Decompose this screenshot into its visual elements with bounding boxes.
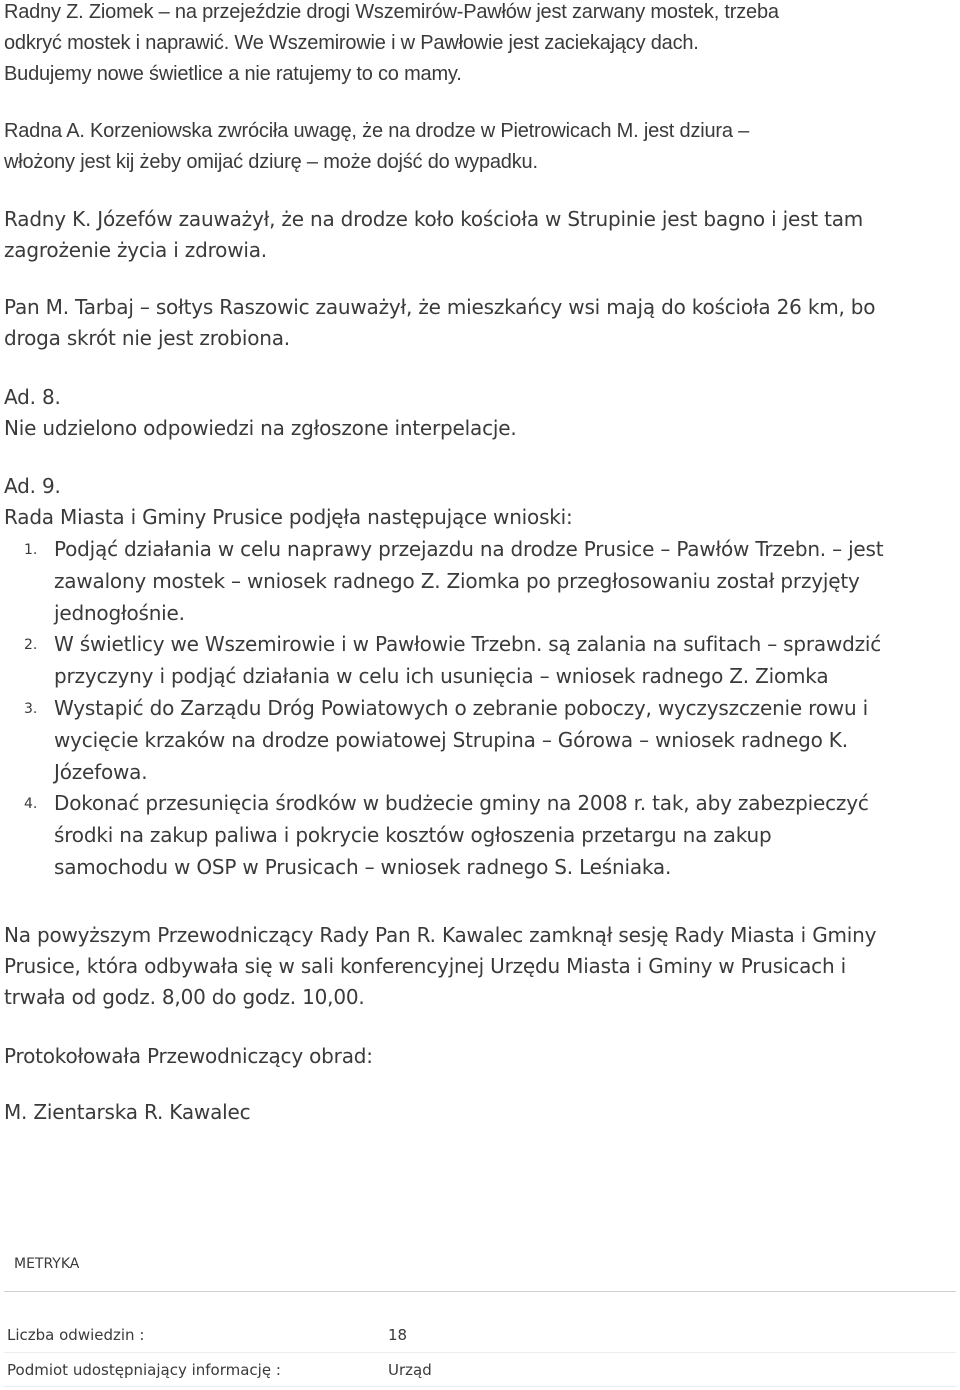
- text-line: Radny Z. Ziomek – na przejeździe drogi Wszemirów-Pawłów jest zarwany mostek, trzeba: [4, 1, 779, 23]
- metryka-divider: [4, 1291, 956, 1292]
- text-line: jednogłośnie.: [54, 601, 185, 625]
- section-ad9: [4, 471, 573, 533]
- text-line: Wystapić do Zarządu Dróg Powiatowych o zebranie poboczy, wyczyszczenie rowu i: [54, 696, 868, 720]
- text-line: Protokołowała Przewodniczący obrad:: [4, 1044, 373, 1068]
- signature-intro: [4, 1041, 373, 1072]
- text-line: zawalony mostek – wniosek radnego Z. Ziomka po przegłosowaniu został przyjęty: [54, 569, 860, 593]
- section-heading: Ad. 8.: [4, 385, 61, 409]
- paragraph-tarbaj: [4, 292, 875, 354]
- text-line: Dokonać przesunięcia środków w budżecie gminy na 2008 r. tak, aby zabezpieczyć: [54, 791, 869, 815]
- text-line: Pan M. Tarbaj – sołtys Raszowic zauważył, że mieszkańcy wsi mają do kościoła 26 km, bo: [4, 295, 876, 319]
- signatures: [4, 1097, 250, 1128]
- text-line: Budujemy nowe świetlice a nie ratujemy to co mamy.: [4, 63, 462, 85]
- section-ad8: [4, 382, 517, 444]
- paragraph-closing: [4, 920, 876, 1013]
- list-number: 1.: [24, 542, 38, 558]
- paragraph-jozefow: [4, 204, 863, 266]
- metryka-row-divider: [4, 1386, 956, 1387]
- text-line: środki na zakup paliwa i pokrycie kosztów ogłoszenia przetargu na zakup: [54, 823, 772, 847]
- metryka-title: METRYKA: [14, 1256, 80, 1272]
- text-line: W świetlicy we Wszemirowie i w Pawłowie Trzebn. są zalania na sufitach – sprawdzić: [54, 632, 882, 656]
- text-line: Prusice, która odbywała się w sali konferencyjnej Urzędu Miasta i Gminy w Prusicach i: [4, 954, 846, 978]
- metryka-value: 18: [388, 1326, 408, 1344]
- text-line: Radna A. Korzeniowska zwróciła uwagę, że na drodze w Pietrowicach M. jest dziura –: [4, 120, 750, 142]
- text-line: zagrożenie życia i zdrowia.: [4, 238, 267, 262]
- paragraph-korzeniowska: [4, 116, 749, 178]
- text-line: wycięcie krzaków na drodze powiatowej Strupina – Górowa – wniosek radnego K.: [54, 728, 848, 752]
- text-line: Podjąć działania w celu naprawy przejazdu na drodze Prusice – Pawłów Trzebn. – jest: [54, 537, 884, 561]
- list-number: 2.: [24, 637, 38, 653]
- text-line: samochodu w OSP w Prusicach – wniosek radnego S. Leśniaka.: [54, 855, 672, 879]
- list-number: 4.: [24, 796, 38, 812]
- text-line: Radny K. Józefów zauważył, że na drodze koło kościoła w Strupinie jest bagno i jest tam: [4, 207, 864, 231]
- list-number: 3.: [24, 701, 38, 717]
- metryka-row-divider: [4, 1352, 956, 1353]
- paragraph-ziomek: [4, 0, 779, 90]
- text-line: Rada Miasta i Gminy Prusice podjęła następujące wnioski:: [4, 505, 573, 529]
- metryka-label: Podmiot udostępniający informację :: [7, 1361, 281, 1379]
- text-line: Na powyższym Przewodniczący Rady Pan R. Kawalec zamknął sesję Rady Miasta i Gminy: [4, 923, 877, 947]
- text-line: Nie udzielono odpowiedzi na zgłoszone interpelacje.: [4, 416, 517, 440]
- text-line: trwała od godz. 8,00 do godz. 10,00.: [4, 985, 365, 1009]
- text-line: droga skrót nie jest zrobiona.: [4, 326, 290, 350]
- text-line: włożony jest kij żeby omijać dziurę – może dojść do wypadku.: [4, 151, 538, 173]
- metryka-label: Liczba odwiedzin :: [7, 1326, 145, 1344]
- text-line: odkryć mostek i naprawić. We Wszemirowie i w Pawłowie jest zaciekający dach.: [4, 32, 699, 54]
- metryka-value: Urząd: [388, 1361, 432, 1379]
- text-line: Józefowa.: [54, 760, 148, 784]
- text-line: M. Zientarska R. Kawalec: [4, 1100, 251, 1124]
- section-heading: Ad. 9.: [4, 474, 61, 498]
- text-line: przyczyny i podjąć działania w celu ich usunięcia – wniosek radnego Z. Ziomka: [54, 664, 829, 688]
